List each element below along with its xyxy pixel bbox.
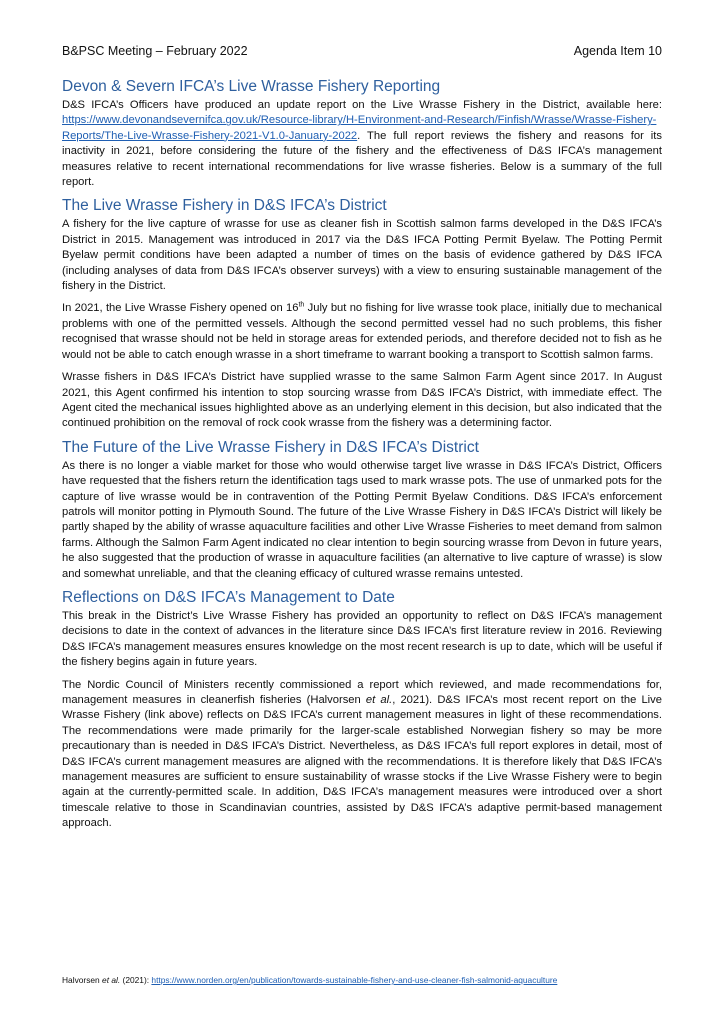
section-heading: Devon & Severn IFCA’s Live Wrasse Fishery Reporting xyxy=(62,78,441,95)
paragraph: As there is no longer a viable market for those who would otherwise target live wrasse in D&S IFCA’s District, Officers have requested that the fishers return the identification tags used to mark wrasse pots. The use of unmarked pots for the capture of live wrasse would be in contravention of the Potting Permit Byelaw Conditions. D&S IFCA’s enforcement patrols will monitor potting in Plymouth Sound. The future of the Live Wrasse Fishery in D&S IFCA’s District will likely be partly shaped by the ability of wrasse aquaculture facilities and other Live Wrasse Fisheries to meet demand from salmon farms. Although the Salmon Farm Agent indicated no clear intention to begin sourcing wrasse from Devon in future years, he also suggested that the production of wrasse in aquaculture facilities (an alternative to live capture of wrasse) is slow and somewhat unreliable, and that the cleaning efficacy of cultured wrasse remains untested. xyxy=(62,459,662,580)
citation-link[interactable]: https://www.norden.org/en/publication/towards-sustainable-fishery-and-use-cleaner-fish-salmonid-aquaculture xyxy=(151,975,558,985)
report-link[interactable]: https://www.devonandsevernifca.gov.uk/Resource-library/H-Environment-and-Research/Finfish/Wrasse/Wrasse-Fishery-Reports/The-Live-Wrasse-Fishery-2021-V1.0-January-2022 xyxy=(62,114,657,142)
section-fishery xyxy=(62,197,662,431)
text: In 2021, the Live Wrasse Fishery opened on 16 xyxy=(62,302,299,315)
paragraph: A fishery for the live capture of wrasse for use as cleaner fish in Scottish salmon farms developed in the D&S IFCA’s District in 2015. Management was introduced in 2017 via the D&S IFCA Potting Permit Byelaw. The Potting Permit Byelaw permit conditions have been adapted a number of times on the basis of evidence gathered by D&S IFCA (including analyses of data from D&S IFCA’s observer surveys) with a view to ensuring sustainable management of the fishery in the District. xyxy=(62,218,662,293)
text: (2021): xyxy=(120,975,152,985)
section-reporting xyxy=(62,78,662,190)
text: July but no fishing for live wrasse took place, initially due to mechanical problems with one of the permitted vessels. Although the second permitted vessel had no such problems, this fisher recognised that wrasse should not be held in storage areas for extended periods, and therefore decided not to fish as he would not be able to catch enough wrasse in a short timeframe to warrant booking a transport to Scottish salmon farms. xyxy=(62,302,662,361)
text: . The full report reviews the fishery and reasons for its inactivity in 2021, before considering the future of the fishery and the effectiveness of D&S IFCA’s management measures relative to recent international recommendations for live wrasse fisheries. Below is a summary of the full report. xyxy=(62,129,662,189)
text: Halvorsen xyxy=(62,975,103,985)
document-page xyxy=(62,44,662,839)
paragraph xyxy=(62,301,662,363)
agenda-item: Agenda Item 10 xyxy=(573,44,662,58)
footnote xyxy=(62,975,662,986)
section-future xyxy=(62,439,662,582)
paragraph xyxy=(62,98,662,190)
text: , 2021). D&S IFCA’s most recent report on the Live Wrasse Fishery (link above) reflects on D&S IFCA’s current management measures in light of these recommendations. The recommendations were made primarily for the larger-scale established Norwegian fishery so may be more precautionary than is needed in D&S IFCA’s District. Nevertheless, as D&S IFCA’s full report explores in detail, most of D&S IFCA’s current management measures are aligned with the recommendations. It is therefore likely that D&S IFCA’s management measures are sufficient to ensure sustainability of wrasse stocks if the Live Wrasse Fishery were to begin again at the currently-permitted scale. In addition, D&S IFCA’s management measures were introduced over a short timescale relative to those in Scandinavian countries, assisted by D&S IFCA’s adaptive permit-based management approach. xyxy=(62,694,662,830)
paragraph: Wrasse fishers in D&S IFCA’s District have supplied wrasse to the same Salmon Farm Agent since 2017. In August 2021, this Agent confirmed his intention to stop sourcing wrasse from D&S IFCA’s District, with immediate effect. The Agent cited the mechanical issues highlighted above as an underlying element in this decision, but also indicated that the continued prohibition on the removal of rock cook wrasse from the fishery was a determining factor. xyxy=(62,371,662,430)
meeting-title: B&PSC Meeting – February 2022 xyxy=(62,44,248,58)
ordinal-suffix: th xyxy=(298,301,305,309)
section-heading: The Live Wrasse Fishery in D&S IFCA’s District xyxy=(62,197,387,215)
paragraph: This break in the District’s Live Wrasse Fishery has provided an opportunity to reflect on D&S IFCA’s management decisions to date in the context of advances in the literature since D&S IFCA’s first literature review in 2016. Reviewing D&S IFCA’s management measures ensures knowledge on the most recent research is up to date, which will be useful if the fishery begins again in future years. xyxy=(62,609,662,669)
page-header xyxy=(62,44,662,58)
text: D&S IFCA’s Officers have produced an update report on the Live Wrasse Fishery in the District, available here: xyxy=(62,99,662,111)
section-reflections xyxy=(62,589,662,832)
section-heading: The Future of the Live Wrasse Fishery in D&S IFCA’s District xyxy=(62,438,479,456)
section-heading: Reflections on D&S IFCA’s Management to Date xyxy=(62,588,395,606)
italic-text: et al. xyxy=(102,975,121,985)
italic-text: et al. xyxy=(365,694,393,706)
paragraph xyxy=(62,678,662,832)
text: The Nordic Council of Ministers recently commissioned a report which reviewed, and made recommendations for, management measures in cleanerfish fisheries (Halvorsen xyxy=(62,678,662,706)
